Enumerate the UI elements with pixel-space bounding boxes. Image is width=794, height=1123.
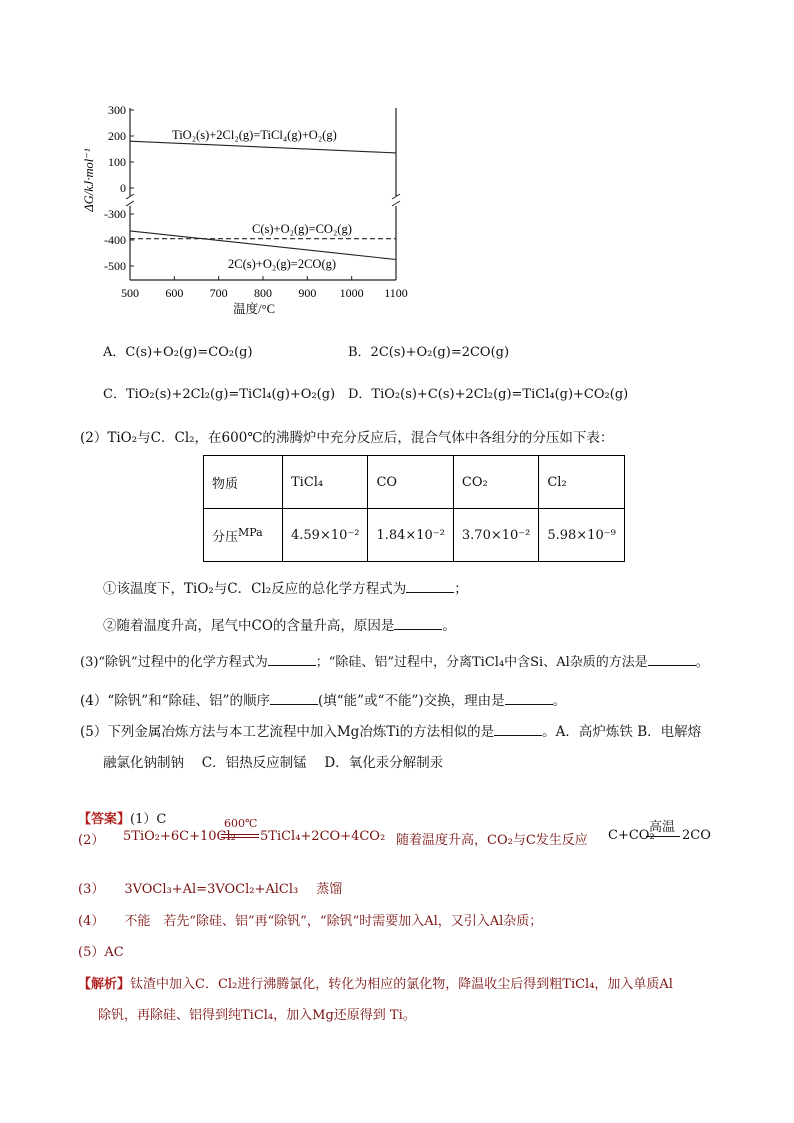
y-tick-label: -300 [104, 207, 126, 221]
answer-2-eq2-left: C+CO₂ [608, 828, 655, 843]
table-header-row [204, 456, 625, 509]
x-tick-label: 900 [298, 286, 317, 300]
answer-2-condition: 600℃ [224, 817, 258, 830]
x-tick-label: 600 [165, 286, 184, 300]
row-unit: MPa [238, 525, 263, 539]
option-b: B．2C(s)+O₂(g)=2CO(g) [348, 345, 510, 360]
y-tick-label: 0 [120, 181, 126, 195]
y-tick-label: -400 [104, 233, 126, 247]
table-row [204, 509, 625, 562]
analysis-text-1: 钛渣中加入C．Cl₂进行沸腾氯化，转化为相应的氯化物，降温收尘后得到粗TiCl₄，加入单质Al [130, 977, 673, 992]
option-d: D．TiO₂(s)+C(s)+2Cl₂(g)=TiCl₄(g)+CO₂(g) [348, 387, 629, 402]
answer-label: 【答案】 [78, 812, 131, 827]
q4-end: 。 [552, 693, 567, 709]
answer-2-eq-left: 5TiO₂+6C+10Cl₂ [123, 829, 236, 844]
q4-text-a: (4）“除钒”和“除硅、铝”的顺序 [80, 693, 270, 709]
series-label: 2C(s)+O₂(g)=2CO(g) [228, 257, 337, 271]
answer-4-text: 不能 若先“除硅、铝”再“除钒”，“除钒”时需要加入Al，又引入Al杂质； [124, 914, 543, 929]
table-cell: 5.98×10⁻⁹ [539, 509, 624, 562]
y-tick-label: 300 [108, 103, 126, 117]
q5 [80, 720, 701, 740]
partial-pressure-table [203, 455, 625, 562]
axis-break-mark [126, 201, 134, 206]
answer-2-eq2-condition: 高温 [649, 820, 676, 835]
q4 [80, 689, 566, 709]
analysis-line-2: 除钒，再除硅、铝得到纯TiCl₄，加入Mg还原得到 Ti。 [98, 1008, 416, 1023]
reaction-arrow-line [646, 836, 680, 837]
q5-text-a: (5）下列金属冶炼方法与本工艺流程中加入Mg冶炼Ti的方法相似的是 [80, 724, 495, 740]
analysis-line-1 [78, 973, 673, 992]
series-label: TiO₂(s)+2Cl₂(g)=TiCl₄(g)+O₂(g) [172, 128, 337, 142]
x-tick-label: 1100 [384, 286, 408, 300]
answer-2-num: (2） [78, 833, 105, 848]
reaction-arrow-line [221, 837, 259, 838]
answer-1: (1）C [130, 812, 167, 827]
table-header-cell: 物质 [204, 456, 283, 509]
q4-text-b: (填“能”或“不能”)交换，理由是 [317, 693, 505, 709]
answer-3-method: 蒸馏 [316, 882, 343, 897]
chart-svg [80, 100, 420, 325]
q2-sub2 [103, 614, 456, 634]
table-header-cell: CO [368, 456, 453, 509]
axis-break-mark [392, 201, 400, 206]
q2-sub2-end: 。 [442, 618, 456, 634]
x-tick-label: 500 [121, 286, 139, 300]
q2-intro: (2）TiO₂与C．Cl₂，在600℃的沸腾炉中充分反应后，混合气体中各组分的分压如下表： [80, 430, 614, 446]
table-cell: 1.84×10⁻² [368, 509, 453, 562]
table-cell: 4.59×10⁻² [283, 509, 368, 562]
y-tick-label: 200 [108, 129, 126, 143]
row-label: 分压 [212, 529, 239, 545]
table-row-label-cell [204, 509, 283, 562]
q3-end: 。 [695, 655, 709, 670]
answer-line-4 [78, 910, 542, 929]
answer-blank[interactable] [648, 653, 696, 666]
analysis-label: 【解析】 [78, 977, 131, 992]
option-a: A．C(s)+O₂(g)=CO₂(g) [103, 345, 253, 360]
q5-line2: 融氯化钠制钠 C．铝热反应制锰 D．氧化汞分解制汞 [103, 755, 444, 771]
answer-blank[interactable] [394, 617, 442, 630]
q2-sub1 [103, 577, 468, 597]
delta-g-chart [80, 100, 420, 325]
x-tick-label: 700 [209, 286, 228, 300]
series-line [130, 141, 396, 153]
y-tick-label: 100 [108, 155, 126, 169]
y-tick-label: -500 [104, 259, 126, 273]
answer-2-eq-right: 5TiCl₄+2CO+4CO₂ [260, 829, 386, 844]
q3-text-a: (3)“除钒”过程中的化学方程式为 [80, 655, 268, 670]
series-label: C(s)+O₂(g)=CO₂(g) [252, 222, 352, 236]
answer-blank[interactable] [494, 723, 542, 736]
answer-3-num: (3） [78, 882, 105, 897]
x-tick-label: 800 [254, 286, 272, 300]
q2-sub2-text: ②随着温度升高，尾气中CO的含量升高，原因是 [103, 618, 395, 634]
answer-line-3 [78, 878, 342, 897]
answer-2-reason: 随着温度升高，CO₂与C发生反应 [396, 833, 588, 848]
answer-blank[interactable] [406, 580, 454, 593]
x-axis-label: 温度/°C [233, 302, 275, 316]
x-tick-label: 1000 [339, 286, 364, 300]
answer-2-eq2-right: 2CO [682, 828, 711, 843]
reaction-arrow-line [221, 834, 259, 835]
q2-sub1-text: ①该温度下，TiO₂与C．Cl₂反应的总化学方程式为 [103, 581, 407, 597]
option-c: C．TiO₂(s)+2Cl₂(g)=TiCl₄(g)+O₂(g) [103, 387, 336, 402]
answer-4-num: (4） [78, 914, 105, 929]
answer-3-eq: 3VOCl₃+Al=3VOCl₂+AlCl₃ [124, 882, 299, 897]
table-header-cell: TiCl₄ [283, 456, 368, 509]
q2-sub1-end: ； [454, 581, 468, 597]
y-axis-label: ΔG/kJ·mol⁻¹ [82, 148, 96, 212]
table-header-cell: CO₂ [453, 456, 538, 509]
answer-line-5: (5）AC [78, 945, 124, 960]
table-header-cell: Cl₂ [539, 456, 624, 509]
q5-text-b: 。A．高炉炼铁 B．电解熔 [542, 724, 702, 740]
answer-blank[interactable] [505, 692, 553, 705]
answer-blank[interactable] [268, 653, 316, 666]
q3-text-b: ；“除硅、铝”过程中，分离TiCl₄中含Si、Al杂质的方法是 [315, 655, 648, 670]
answer-blank[interactable] [270, 692, 318, 705]
q3 [80, 651, 709, 670]
answer-line-1 [78, 808, 166, 827]
table-cell: 3.70×10⁻² [453, 509, 538, 562]
